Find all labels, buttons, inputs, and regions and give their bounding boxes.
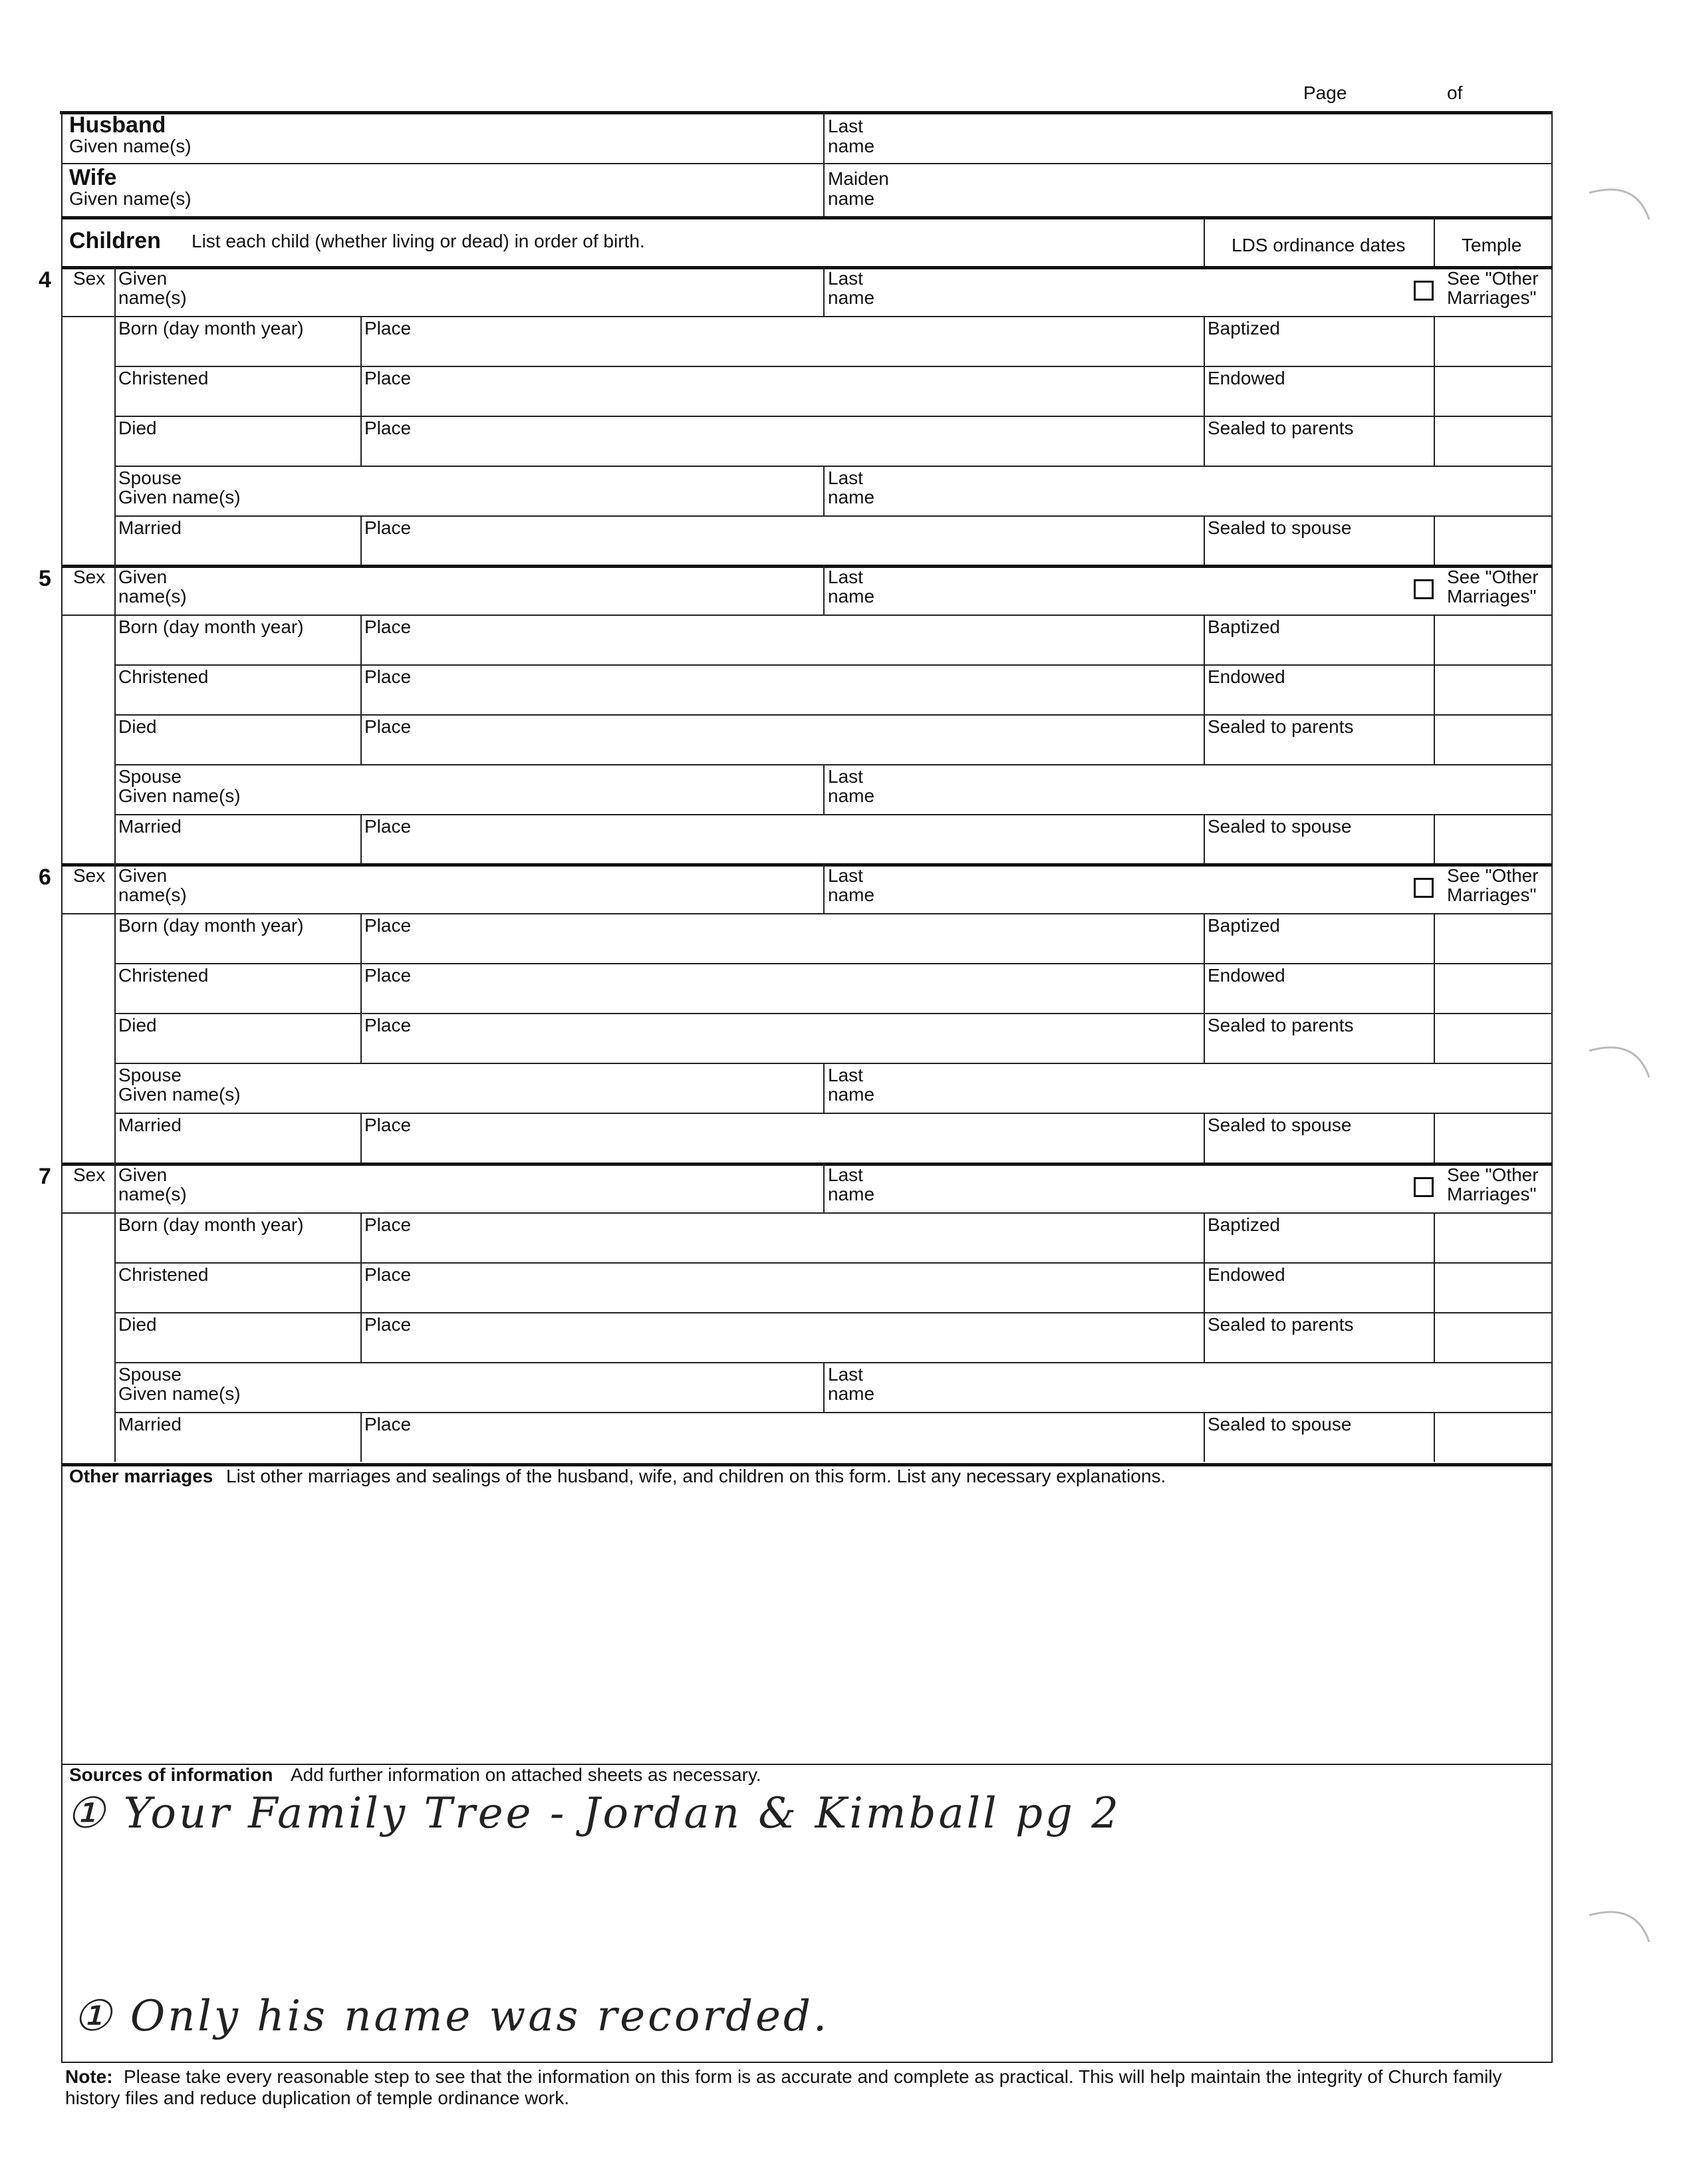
married-place-divider	[360, 814, 362, 864]
event-label-died: Died	[118, 716, 157, 737]
spouse-label-1: Spouse	[118, 1065, 182, 1085]
place-label: Place	[364, 1115, 412, 1135]
given-label-1: Given	[118, 1164, 168, 1185]
spouse-last-label-2: name	[828, 1084, 875, 1105]
married-place-divider	[360, 1113, 362, 1162]
event-label-born: Born (day month year)	[118, 915, 304, 936]
see-other-2: Marriages"	[1447, 885, 1537, 905]
row-line	[114, 366, 1551, 367]
lds-divider	[1204, 913, 1205, 963]
row-line	[114, 714, 1551, 716]
row-line	[114, 416, 1551, 417]
last-label-1: Last	[828, 865, 863, 886]
married-temple-divider	[1434, 1412, 1435, 1462]
spouse-last-label-1: Last	[828, 1364, 863, 1385]
place-divider	[360, 913, 362, 963]
row-line	[114, 913, 1551, 914]
lds-divider	[1204, 714, 1205, 764]
place-divider	[360, 614, 362, 664]
place-divider	[360, 416, 362, 466]
child-4-top	[61, 266, 1553, 269]
event-label-christened: Christened	[118, 368, 209, 388]
temple-divider	[1434, 963, 1435, 1013]
handwritten-source-1: ① Your Family Tree - Jordan & Kimball pg 2	[66, 1789, 1121, 1838]
child-number: 4	[39, 267, 51, 293]
married-temple-divider	[1434, 1113, 1435, 1162]
event-label-christened: Christened	[118, 666, 209, 687]
spouse-label-1: Spouse	[118, 468, 182, 488]
last-label-2: name	[828, 287, 875, 308]
wife-title: Wife	[69, 165, 117, 190]
note-title: Note:	[65, 2066, 113, 2087]
place-label: Place	[364, 1264, 412, 1285]
wife-maiden-label-2: name	[828, 188, 875, 209]
place-label: Place	[364, 616, 412, 637]
row-line	[114, 1013, 1551, 1014]
spouse-label-2: Given name(s)	[118, 1383, 241, 1404]
husband-given-label: Given name(s)	[69, 136, 192, 156]
married-place-divider	[360, 515, 362, 565]
ordinance-label-endowed: Endowed	[1208, 1264, 1285, 1285]
place-divider	[360, 316, 362, 366]
row-line	[114, 764, 1551, 765]
temple-header: Temple	[1462, 235, 1522, 255]
event-label-died: Died	[118, 418, 157, 438]
place-divider	[360, 664, 362, 714]
sources-bottom	[61, 2062, 1553, 2063]
child-number: 6	[39, 865, 51, 890]
wife-bottom	[61, 216, 1553, 219]
married-lds-divider	[1204, 1412, 1205, 1462]
place-label: Place	[364, 517, 412, 538]
left-border	[61, 111, 63, 2063]
given-label-2: name(s)	[118, 586, 187, 607]
row-line	[61, 1212, 114, 1214]
row-line	[114, 1113, 1551, 1114]
temple-divider	[1434, 1212, 1435, 1262]
row-line	[114, 1262, 1551, 1264]
temple-divider	[1434, 316, 1435, 366]
lds-divider	[1204, 366, 1205, 416]
right-border	[1551, 111, 1553, 2063]
given-label-2: name(s)	[118, 1184, 187, 1204]
sources-title: Sources of information	[69, 1764, 273, 1785]
place-divider	[360, 1013, 362, 1063]
place-divider	[360, 963, 362, 1013]
of-label: of	[1447, 82, 1463, 103]
lds-divider	[1204, 1212, 1205, 1262]
ordinance-label-baptized: Baptized	[1208, 915, 1280, 936]
spouse-name-divider	[823, 466, 825, 515]
page-label: Page	[1303, 82, 1347, 103]
event-label-died: Died	[118, 1015, 157, 1035]
note-line-1: Please take every reasonable step to see that the information on this form is as accurate and complete as practical. This will help maintain the integrity of Church family	[124, 2066, 1502, 2087]
see-other-1: See "Other	[1447, 567, 1539, 587]
place-label: Place	[364, 716, 412, 737]
temple-divider	[1434, 366, 1435, 416]
row-line	[114, 1312, 1551, 1313]
other-marriages-text: List other marriages and sealings of the husband, wife, and children on this form. List any necessary explanations.	[226, 1466, 1166, 1486]
sex-label: Sex	[73, 1164, 106, 1185]
ordinance-label-endowed: Endowed	[1208, 368, 1285, 388]
ordinance-label-sealed-spouse: Sealed to spouse	[1208, 1115, 1352, 1135]
note-line-2: history files and reduce duplication of temple ordinance work.	[65, 2088, 569, 2108]
event-label-born: Born (day month year)	[118, 616, 304, 637]
sex-label: Sex	[73, 865, 106, 886]
place-label: Place	[364, 318, 412, 339]
lds-divider	[1204, 614, 1205, 664]
spouse-label-1: Spouse	[118, 1364, 182, 1385]
place-label: Place	[364, 965, 412, 986]
ordinance-label-sealed-spouse: Sealed to spouse	[1208, 517, 1352, 538]
place-divider	[360, 1212, 362, 1262]
ordinance-label-baptized: Baptized	[1208, 616, 1280, 637]
temple-divider	[1434, 614, 1435, 664]
event-label-born: Born (day month year)	[118, 1214, 304, 1235]
see-other-1: See "Other	[1447, 865, 1539, 886]
husband-divider	[823, 111, 825, 164]
other-marriages-checkbox	[1414, 878, 1434, 898]
see-other-2: Marriages"	[1447, 1184, 1537, 1204]
hole-punch-marks	[1583, 180, 1676, 1942]
other-marriages-checkbox	[1414, 281, 1434, 301]
row-line	[114, 1412, 1551, 1413]
row-line	[114, 515, 1551, 517]
row-line	[114, 814, 1551, 815]
handwritten-source-2: ① Only his name was recorded.	[73, 1992, 830, 2041]
ordinance-label-sealed_parents: Sealed to parents	[1208, 1314, 1354, 1335]
ordinance-label-sealed-spouse: Sealed to spouse	[1208, 1414, 1352, 1434]
spouse-label-2: Given name(s)	[118, 487, 241, 507]
given-label-2: name(s)	[118, 885, 187, 905]
place-label: Place	[364, 1015, 412, 1035]
child-5-top	[61, 565, 1553, 568]
married-lds-divider	[1204, 1113, 1205, 1162]
lds-divider	[1204, 664, 1205, 714]
children-instruction: List each child (whether living or dead) in order of birth.	[192, 231, 645, 251]
temple-divider	[1434, 714, 1435, 764]
spouse-name-divider	[823, 1362, 825, 1412]
child-6-top	[61, 863, 1553, 867]
place-label: Place	[364, 1214, 412, 1235]
row-line	[114, 1212, 1551, 1214]
event-label-christened: Christened	[118, 965, 209, 986]
sex-label: Sex	[73, 567, 106, 587]
married-label: Married	[118, 816, 182, 837]
temple-divider	[1434, 1262, 1435, 1312]
last-label-2: name	[828, 1184, 875, 1204]
row-line	[114, 466, 1551, 467]
spouse-label-2: Given name(s)	[118, 785, 241, 806]
married-label: Married	[118, 1115, 182, 1135]
last-label-1: Last	[828, 1164, 863, 1185]
lds-divider	[1204, 1262, 1205, 1312]
row-line	[61, 614, 114, 616]
lds-divider	[1204, 416, 1205, 466]
place-label: Place	[364, 1414, 412, 1434]
temple-col-left	[1434, 217, 1435, 266]
name-divider	[823, 863, 825, 913]
sources-text: Add further information on attached sheets as necessary.	[291, 1764, 761, 1785]
husband-last-label-1: Last	[828, 116, 863, 136]
last-label-2: name	[828, 586, 875, 607]
given-label-1: Given	[118, 567, 168, 587]
event-label-christened: Christened	[118, 1264, 209, 1285]
child-number: 5	[39, 566, 51, 591]
event-label-born: Born (day month year)	[118, 318, 304, 339]
ordinance-label-sealed_parents: Sealed to parents	[1208, 418, 1354, 438]
married-place-divider	[360, 1412, 362, 1462]
sex-label: Sex	[73, 268, 106, 289]
child-7-top	[61, 1162, 1553, 1166]
given-label-1: Given	[118, 268, 168, 289]
married-label: Married	[118, 517, 182, 538]
spouse-last-label-1: Last	[828, 766, 863, 787]
temple-divider	[1434, 664, 1435, 714]
married-label: Married	[118, 1414, 182, 1434]
married-lds-divider	[1204, 814, 1205, 864]
wife-maiden-label-1: Maiden	[828, 168, 889, 189]
place-label: Place	[364, 666, 412, 687]
see-other-1: See "Other	[1447, 268, 1539, 289]
last-label-1: Last	[828, 268, 863, 289]
spouse-last-label-2: name	[828, 487, 875, 507]
children-title: Children	[69, 228, 161, 253]
row-line	[114, 664, 1551, 666]
husband-title: Husband	[69, 112, 166, 138]
married-temple-divider	[1434, 515, 1435, 565]
spouse-last-label-2: name	[828, 785, 875, 806]
spouse-name-divider	[823, 764, 825, 814]
place-divider	[360, 1262, 362, 1312]
other-marriages-title: Other marriages	[69, 1466, 213, 1486]
temple-divider	[1434, 416, 1435, 466]
spouse-label-1: Spouse	[118, 766, 182, 787]
married-lds-divider	[1204, 515, 1205, 565]
spouse-last-label-1: Last	[828, 1065, 863, 1085]
top-border	[60, 111, 1553, 114]
spouse-last-label-2: name	[828, 1383, 875, 1404]
event-label-died: Died	[118, 1314, 157, 1335]
temple-divider	[1434, 913, 1435, 963]
place-divider	[360, 366, 362, 416]
lds-divider	[1204, 1312, 1205, 1362]
see-other-1: See "Other	[1447, 1164, 1539, 1185]
row-line	[61, 913, 114, 914]
married-temple-divider	[1434, 814, 1435, 864]
spouse-last-label-1: Last	[828, 468, 863, 488]
last-label-1: Last	[828, 567, 863, 587]
name-divider	[823, 565, 825, 614]
see-other-2: Marriages"	[1447, 586, 1537, 607]
husband-bottom	[61, 163, 1553, 164]
given-label-2: name(s)	[118, 287, 187, 308]
lds-divider	[1204, 1013, 1205, 1063]
place-label: Place	[364, 368, 412, 388]
ordinance-label-baptized: Baptized	[1208, 318, 1280, 339]
see-other-2: Marriages"	[1447, 287, 1537, 308]
last-label-2: name	[828, 885, 875, 905]
row-line	[114, 963, 1551, 964]
place-label: Place	[364, 816, 412, 837]
temple-divider	[1434, 1013, 1435, 1063]
given-label-1: Given	[118, 865, 168, 886]
place-divider	[360, 714, 362, 764]
place-label: Place	[364, 1314, 412, 1335]
spouse-label-2: Given name(s)	[118, 1084, 241, 1105]
row-line	[114, 1063, 1551, 1064]
other-marriages-checkbox	[1414, 579, 1434, 599]
lds-divider	[1204, 963, 1205, 1013]
place-label: Place	[364, 418, 412, 438]
name-divider	[823, 266, 825, 316]
temple-divider	[1434, 1312, 1435, 1362]
ordinance-label-sealed-spouse: Sealed to spouse	[1208, 816, 1352, 837]
ordinance-label-baptized: Baptized	[1208, 1214, 1280, 1235]
wife-divider	[823, 163, 825, 216]
lds-col-left	[1204, 217, 1205, 266]
lds-header: LDS ordinance dates	[1232, 235, 1406, 255]
row-line	[114, 1362, 1551, 1363]
spouse-name-divider	[823, 1063, 825, 1113]
row-line	[61, 316, 114, 317]
child-number: 7	[39, 1164, 51, 1189]
ordinance-label-endowed: Endowed	[1208, 965, 1285, 986]
ordinance-label-endowed: Endowed	[1208, 666, 1285, 687]
wife-given-label: Given name(s)	[69, 188, 192, 209]
ordinance-label-sealed_parents: Sealed to parents	[1208, 1015, 1354, 1035]
ordinance-label-sealed_parents: Sealed to parents	[1208, 716, 1354, 737]
other-marriages-checkbox	[1414, 1177, 1434, 1197]
place-label: Place	[364, 915, 412, 936]
sources-top	[61, 1764, 1553, 1765]
name-divider	[823, 1162, 825, 1212]
lds-divider	[1204, 316, 1205, 366]
row-line	[114, 614, 1551, 616]
row-line	[114, 316, 1551, 317]
husband-last-label-2: name	[828, 136, 875, 156]
place-divider	[360, 1312, 362, 1362]
